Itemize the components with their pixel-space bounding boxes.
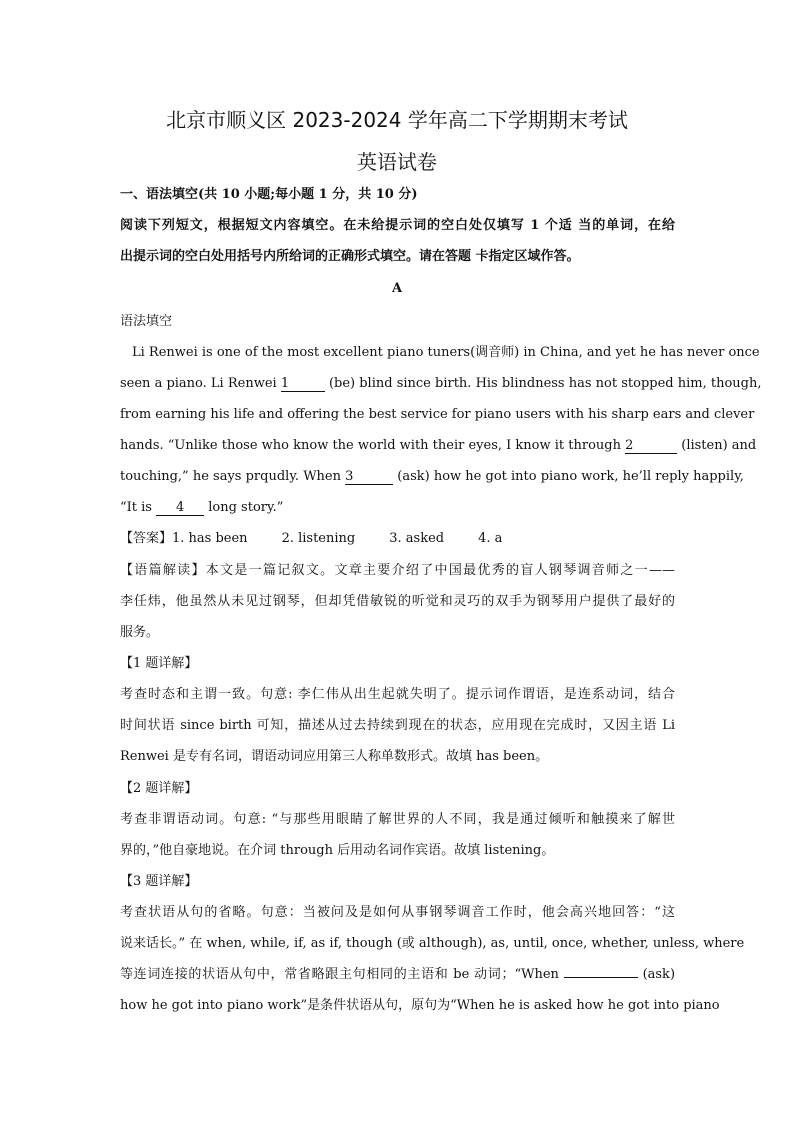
answer-label: 【答案】: [120, 531, 173, 546]
document-subtitle: 英语试卷: [357, 150, 437, 174]
analysis-line-2: 李任炜，他虽然从未见过钢琴，但却凭借敏锐的听觉和灵巧的双手为钢琴用户提供了最好的: [120, 594, 675, 609]
part-label: A: [391, 281, 403, 296]
answer-row: 【答案】1. has been 2. listening 3. asked 4. a: [120, 531, 503, 546]
q3-line-3: 等连词连接的状语从句中，常省略跟主句相同的主语和 be 动词；“When (ask): [120, 967, 676, 982]
passage-label: 语法填空: [120, 314, 173, 329]
q2-label: 【2 题详解】: [120, 781, 198, 796]
q1-label: 【1 题详解】: [120, 656, 198, 671]
blank-1: 1: [281, 376, 325, 392]
q2-line-2: 界的，”他自豪地说。在介词 through 后用动名词作宾语。故填 listening。: [120, 843, 555, 858]
blank-3: 3: [345, 469, 393, 485]
document-title: 北京市顺义区 2023-2024 学年高二下学期期末考试: [166, 108, 628, 132]
q3-blank: [564, 977, 638, 978]
q3-line-1: 考查状语从句的省略。句意：当被问及是如何从事钢琴调音工作时，他会高兴地回答：“这: [120, 905, 675, 920]
q3-line-4: how he got into piano work”是条件状语从句，原句为“When he is asked how he got into piano: [120, 998, 720, 1013]
blank-4: 4: [156, 500, 204, 516]
passage-line-5: touching,” he says prqudly. When 3 (ask) how he got into piano work, he’ll reply happily,: [120, 469, 744, 484]
passage-line-6: “It is 4 long story.”: [120, 500, 284, 515]
q1-line-1: 考查时态和主谓一致。句意: 李仁伟从出生起就失明了。提示词作谓语，是连系动词，结合: [120, 687, 675, 702]
q3-line-2: 说来话长。” 在 when, while, if, as if, though (或 although), as, until, once, whether, unless, where: [120, 936, 745, 951]
q2-line-1: 考查非谓语动词。句意: “与那些用眼睛了解世界的人不同，我是通过倾听和触摸来了解世: [120, 812, 675, 827]
passage-line-3: from earning his life and offering the best service for piano users with his sharp ears and clever: [120, 407, 755, 422]
analysis-line-1: 【语篇解读】本文是一篇记叙文。文章主要介绍了中国最优秀的盲人钢琴调音师之一——: [120, 563, 675, 578]
q3-label: 【3 题详解】: [120, 874, 198, 889]
analysis-line-3: 服务。: [120, 625, 160, 640]
instruction-line-2: 出提示词的空白处用括号内所给词的正确形式填空。请在答题 卡指定区域作答。: [120, 249, 580, 264]
q1-line-3: Renwei 是专有名词，谓语动词应用第三人称单数形式。故填 has been。: [120, 749, 549, 764]
q1-line-2: 时间状语 since birth 可知，描述从过去持续到现在的状态，应用现在完成时，又因主语 Li: [120, 718, 675, 733]
section-heading: 一、语法填空(共 10 小题;每小题 1 分，共 10 分): [120, 187, 418, 202]
passage-line-2: seen a piano. Li Renwei 1 (be) blind since birth. His blindness has not stopped him, though,: [120, 376, 762, 391]
blank-2: 2: [625, 438, 677, 454]
passage-line-4: hands. “Unlike those who know the world with their eyes, I know it through 2 (listen) and: [120, 438, 757, 453]
passage-line-1: Li Renwei is one of the most excellent piano tuners(调音师) in China, and yet he has never once: [132, 345, 760, 360]
instruction-line-1: 阅读下列短文，根据短文内容填空。在未给提示词的空白处仅填写 1 个适 当的单词，在给: [120, 218, 675, 233]
